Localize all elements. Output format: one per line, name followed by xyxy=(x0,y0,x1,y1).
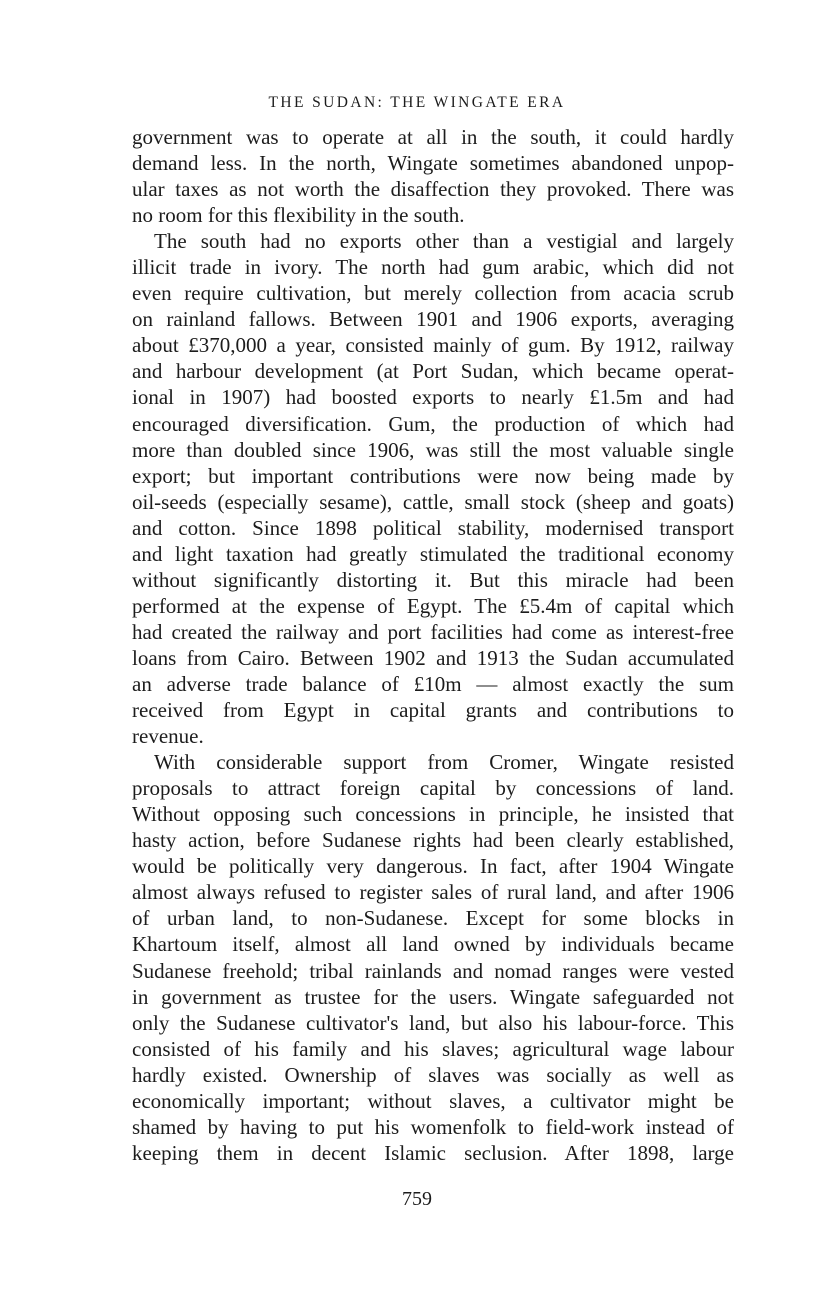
text-line: on rainland fallows. Between 1901 and 1906 exports, averaging xyxy=(132,307,734,332)
text-line: demand less. In the north, Wingate sometimes abandoned unpop- xyxy=(132,151,734,176)
text-line: Without opposing such concessions in principle, he insisted that xyxy=(132,802,734,827)
body-text xyxy=(132,124,734,1166)
text-line: of urban land, to non-Sudanese. Except for some blocks in xyxy=(132,906,734,931)
text-line: illicit trade in ivory. The north had gum arabic, which did not xyxy=(132,255,734,280)
text-line: Sudanese freehold; tribal rainlands and nomad ranges were vested xyxy=(132,958,734,983)
text-line: ional in 1907) had boosted exports to nearly £1.5m and had xyxy=(132,385,734,410)
text-line: an adverse trade balance of £10m — almost exactly the sum xyxy=(132,671,734,696)
text-line: proposals to attract foreign capital by concessions of land. xyxy=(132,776,734,801)
text-line: no room for this flexibility in the south. xyxy=(132,203,465,228)
text-line: without significantly distorting it. But this miracle had been xyxy=(132,567,734,592)
text-line: in government as trustee for the users. Wingate safeguarded not xyxy=(132,984,734,1009)
text-line: export; but important contributions were now being made by xyxy=(132,463,734,488)
text-line: and light taxation had greatly stimulated the traditional economy xyxy=(132,541,734,566)
text-line: and harbour development (at Port Sudan, which became operat- xyxy=(132,359,734,384)
text-line: almost always refused to register sales of rural land, and after 1906 xyxy=(132,880,734,905)
page-number: 759 xyxy=(402,1188,432,1210)
text-line: The south had no exports other than a vestigial and largely xyxy=(154,229,734,254)
text-line: performed at the expense of Egypt. The £5.4m of capital which xyxy=(132,593,734,618)
text-line: revenue. xyxy=(132,724,204,749)
text-line: government was to operate at all in the south, it could hardly xyxy=(132,125,734,149)
text-line: keeping them in decent Islamic seclusion. After 1898, large xyxy=(132,1140,734,1165)
text-line: shamed by having to put his womenfolk to field-work instead of xyxy=(132,1114,734,1139)
running-head: THE SUDAN: THE WINGATE ERA xyxy=(268,94,566,111)
text-line: ular taxes as not worth the disaffection they provoked. There was xyxy=(132,177,734,202)
text-line: more than doubled since 1906, was still the most valuable single xyxy=(132,437,734,462)
text-line: about £370,000 a year, consisted mainly of gum. By 1912, railway xyxy=(132,333,734,358)
text-line: loans from Cairo. Between 1902 and 1913 the Sudan accumulated xyxy=(132,645,734,670)
text-line: received from Egypt in capital grants and contributions to xyxy=(132,698,734,723)
text-line: oil-seeds (especially sesame), cattle, small stock (sheep and goats) xyxy=(132,489,734,514)
text-line: would be politically very dangerous. In fact, after 1904 Wingate xyxy=(132,854,734,879)
text-line: hardly existed. Ownership of slaves was socially as well as xyxy=(132,1062,734,1087)
text-line: Khartoum itself, almost all land owned by individuals became xyxy=(132,932,734,957)
text-line: With considerable support from Cromer, Wingate resisted xyxy=(154,750,734,775)
text-line: and cotton. Since 1898 political stability, modernised transport xyxy=(132,515,734,540)
text-line: consisted of his family and his slaves; agricultural wage labour xyxy=(132,1036,734,1061)
text-line: hasty action, before Sudanese rights had been clearly established, xyxy=(132,828,734,853)
text-line: economically important; without slaves, a cultivator might be xyxy=(132,1088,734,1113)
text-line: only the Sudanese cultivator's land, but also his labour-force. This xyxy=(132,1010,734,1035)
text-line: had created the railway and port facilities had come as interest-free xyxy=(132,619,734,644)
text-line: encouraged diversification. Gum, the production of which had xyxy=(132,411,734,436)
text-line: even require cultivation, but merely collection from acacia scrub xyxy=(132,281,734,306)
